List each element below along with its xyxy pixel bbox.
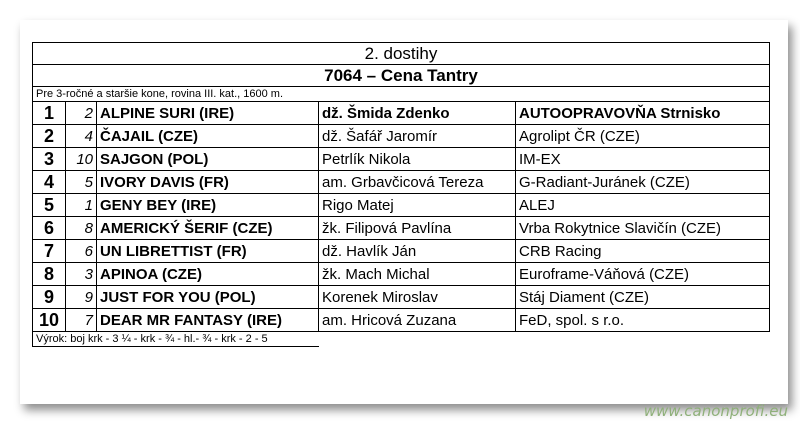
race-conditions: Pre 3-ročné a staršie kone, rovina III. kat., 1600 m. — [33, 87, 770, 102]
table-row — [33, 240, 770, 263]
start-number-cell: 8 — [66, 217, 97, 240]
horse-name-cell: APINOA (CZE) — [97, 263, 319, 286]
owner-cell: ALEJ — [516, 194, 770, 217]
jockey-cell: Korenek Miroslav — [319, 286, 516, 309]
start-number-cell: 7 — [66, 309, 97, 332]
owner-cell: CRB Racing — [516, 240, 770, 263]
results-table — [32, 42, 770, 347]
position-cell: 10 — [33, 309, 66, 332]
table-row — [33, 217, 770, 240]
table-row — [33, 102, 770, 125]
jockey-cell: am. Hricová Zuzana — [319, 309, 516, 332]
position-cell: 3 — [33, 148, 66, 171]
position-cell: 9 — [33, 286, 66, 309]
horse-name-cell: ALPINE SURI (IRE) — [97, 102, 319, 125]
horse-name-cell: ČAJAIL (CZE) — [97, 125, 319, 148]
start-number-cell: 4 — [66, 125, 97, 148]
results-sheet — [20, 20, 788, 404]
start-number-cell: 3 — [66, 263, 97, 286]
owner-cell: AUTOOPRAVOVŇA Strnisko — [516, 102, 770, 125]
table-row — [33, 194, 770, 217]
horse-name-cell: SAJGON (POL) — [97, 148, 319, 171]
horse-name-cell: AMERICKÝ ŠERIF (CZE) — [97, 217, 319, 240]
owner-cell: Stáj Diament (CZE) — [516, 286, 770, 309]
table-row — [33, 309, 770, 332]
horse-name-cell: JUST FOR YOU (POL) — [97, 286, 319, 309]
horse-name-cell: IVORY DAVIS (FR) — [97, 171, 319, 194]
start-number-cell: 2 — [66, 102, 97, 125]
horse-name-cell: GENY BEY (IRE) — [97, 194, 319, 217]
table-row — [33, 148, 770, 171]
owner-cell: FeD, spol. s r.o. — [516, 309, 770, 332]
margins-note: Výrok: boj krk - 3 ¼ - krk - ¾ - hl.- ¾ - krk - 2 - 5 — [33, 332, 319, 347]
position-cell: 7 — [33, 240, 66, 263]
horse-name-cell: UN LIBRETTIST (FR) — [97, 240, 319, 263]
jockey-cell: žk. Filipová Pavlína — [319, 217, 516, 240]
jockey-cell: žk. Mach Michal — [319, 263, 516, 286]
table-row — [33, 286, 770, 309]
jockey-cell: am. Grbavčicová Tereza — [319, 171, 516, 194]
position-cell: 2 — [33, 125, 66, 148]
owner-cell: G-Radiant-Juránek (CZE) — [516, 171, 770, 194]
owner-cell: Euroframe-Váňová (CZE) — [516, 263, 770, 286]
race-day-title: 2. dostihy — [33, 43, 770, 65]
jockey-cell: Petrlík Nikola — [319, 148, 516, 171]
position-cell: 5 — [33, 194, 66, 217]
start-number-cell: 10 — [66, 148, 97, 171]
table-row — [33, 171, 770, 194]
race-name: 7064 – Cena Tantry — [33, 65, 770, 87]
owner-cell: Vrba Rokytnice Slavičín (CZE) — [516, 217, 770, 240]
start-number-cell: 1 — [66, 194, 97, 217]
position-cell: 8 — [33, 263, 66, 286]
watermark: www.canonprofi.eu — [643, 402, 788, 420]
position-cell: 1 — [33, 102, 66, 125]
jockey-cell: dž. Šmida Zdenko — [319, 102, 516, 125]
horse-name-cell: DEAR MR FANTASY (IRE) — [97, 309, 319, 332]
jockey-cell: dž. Šafář Jaromír — [319, 125, 516, 148]
start-number-cell: 9 — [66, 286, 97, 309]
start-number-cell: 5 — [66, 171, 97, 194]
table-row — [33, 263, 770, 286]
position-cell: 6 — [33, 217, 66, 240]
owner-cell: Agrolipt ČR (CZE) — [516, 125, 770, 148]
jockey-cell: Rigo Matej — [319, 194, 516, 217]
start-number-cell: 6 — [66, 240, 97, 263]
position-cell: 4 — [33, 171, 66, 194]
table-row — [33, 125, 770, 148]
owner-cell: IM-EX — [516, 148, 770, 171]
jockey-cell: dž. Havlík Ján — [319, 240, 516, 263]
